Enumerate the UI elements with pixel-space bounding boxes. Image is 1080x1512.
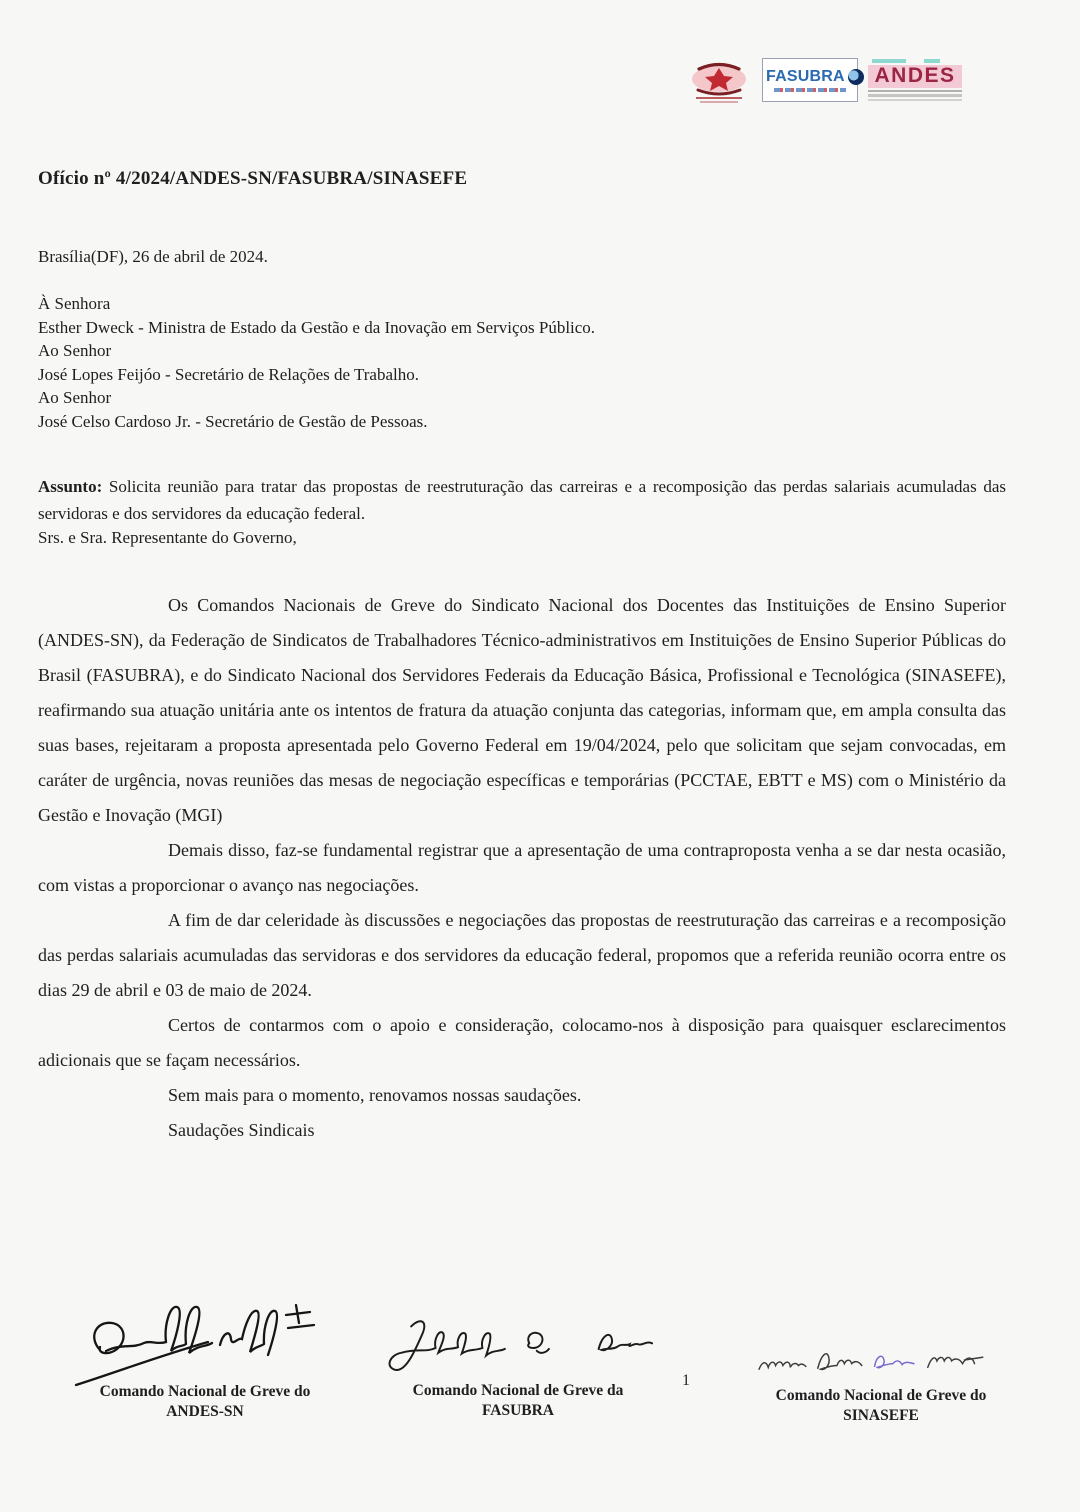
andes-logo-subtext-lines <box>868 90 962 102</box>
subject-line <box>38 473 1006 527</box>
text-line: À Senhora <box>38 294 111 313</box>
text-line: Ao Senhor <box>38 341 112 360</box>
text-line: Ao Senhor <box>38 388 112 407</box>
recipient-block <box>38 292 595 433</box>
sinasefe-signature-label: Comando Nacional de Greve do SINASEFE <box>775 1387 987 1424</box>
text-line: Os Comandos Nacionais de Greve do Sindicato Nacional dos Docentes das Instituições de Ensino Superior (ANDES-SN), da Federação de Sindicatos de Trabalhadores Técnico-administrativos em Instituições de Ensino Superior Públicas do Brasil (FASUBRA), e do Sindicato Nacional dos Servidores Federais da Educação Básica, Profissional e Tecnológica (SINASEFE), reafirmando sua atuação unitária ante os intentos de fratura da atuação conjunta das categorias, informam que, em ampla consulta das suas bases, rejeitaram a proposta apresentada pelo Governo Federal em 19/04/2024, pelo que solicitam que sejam convocadas, em caráter de urgência, novas reuniões das mesas de negociação específicas e temporárias (PCCTAE, EBTT e MS) com o Ministério da Gestão e Inovação (MGI) <box>38 595 1006 825</box>
fasubra-globe-icon <box>848 69 864 85</box>
fasubra-logo-microtext <box>774 88 846 92</box>
signature-block-fasubra <box>368 1315 668 1421</box>
fasubra-signature <box>368 1315 668 1381</box>
text-line: José Celso Cardoso Jr. - Secretário de Gestão de Pessoas. <box>38 411 428 431</box>
andes-logo-text: ANDES <box>874 63 956 87</box>
subject-label: Assunto: <box>38 477 103 496</box>
signature-block-sinasefe <box>728 1338 1034 1426</box>
andes-sn-signature <box>70 1295 340 1390</box>
letter-reference: Ofício nº 4/2024/ANDES-SN/FASUBRA/SINASEFE <box>38 168 468 189</box>
text-line: José Lopes Feijóo - Secretário de Relações de Trabalho. <box>38 364 419 384</box>
subject-text: Solicita reunião para tratar das propostas de reestruturação das carreiras e a recomposição das perdas salariais acumuladas das servidoras e dos servidores da educação federal. <box>38 477 1007 523</box>
sinasefe-logo-icon <box>686 57 752 103</box>
letter-body <box>38 588 1006 1148</box>
fasubra-signature-label: Comando Nacional de Greve da FASUBRA <box>412 1382 624 1419</box>
text-line: Esther Dweck - Ministra de Estado da Gestão e da Inovação em Serviços Público. <box>38 317 596 337</box>
text-line: Sem mais para o momento, renovamos nossas saudações. <box>168 1085 582 1105</box>
text-line: A fim de dar celeridade às discussões e negociações das propostas de reestruturação das carreiras e a recomposição das perdas salariais acumuladas das servidoras e dos servidores da educação federal, propomos que a referida reunião ocorra entre os dias 29 de abril e 03 de maio de 2024. <box>38 910 1006 1000</box>
dateline: Brasília(DF), 26 de abril de 2024. <box>38 247 268 266</box>
andes-logo <box>868 59 962 102</box>
sinasefe-signature <box>736 1338 1026 1382</box>
fasubra-logo <box>762 58 858 102</box>
andes-sn-signature-label: Comando Nacional de Greve do ANDES-SN <box>99 1383 311 1420</box>
page-number: 1 <box>682 1372 690 1389</box>
andes-logo-teal-accents <box>872 59 962 63</box>
header-logos <box>686 50 966 110</box>
fasubra-logo-text: FASUBRA <box>766 67 845 85</box>
salutation: Srs. e Sra. Representante do Governo, <box>38 528 297 547</box>
text-line: Certos de contarmos com o apoio e consideração, colocamo-nos à disposição para quaisquer esclarecimentos adicionais que se façam necessários. <box>38 1015 1006 1070</box>
signature-block-andes-sn <box>55 1295 355 1422</box>
text-line: Saudações Sindicais <box>168 1120 315 1140</box>
text-line: Demais disso, faz-se fundamental registrar que a apresentação de uma contraproposta venha a se dar nesta ocasião, com vistas a proporcionar o avanço nas negociações. <box>38 840 1006 895</box>
